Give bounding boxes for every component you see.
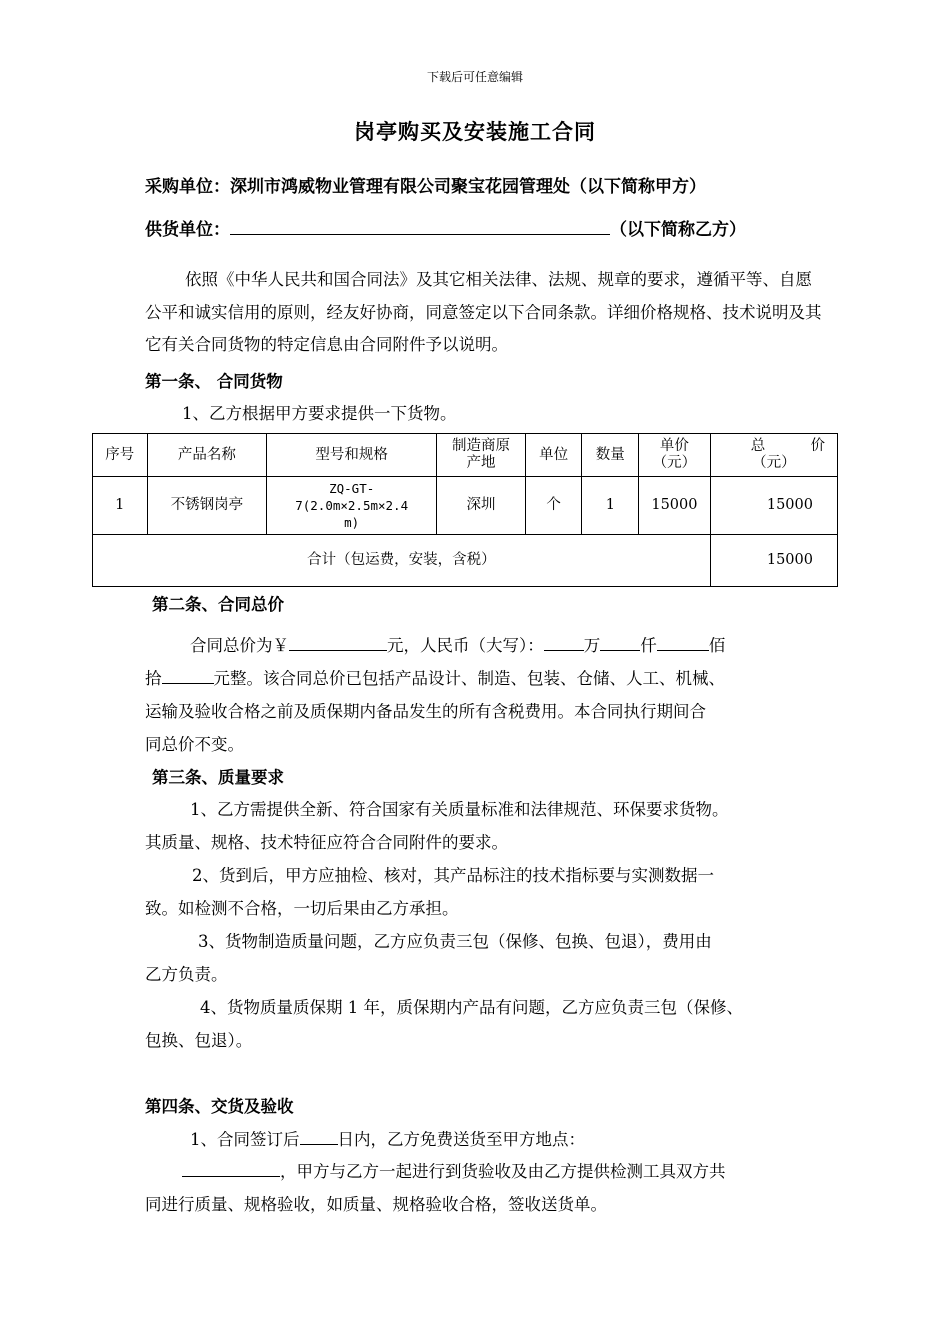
header-total-l2: （元） — [752, 455, 796, 471]
article4-item1d: 同进行质量、规格验收，如质量、规格验收合格，签收送货单。 — [145, 1195, 607, 1214]
header-name: 产品名称 — [147, 434, 267, 477]
article2-line2 — [145, 665, 725, 689]
supplier-label: 供货单位： — [145, 220, 230, 240]
supplier-suffix: （以下简称乙方） — [610, 220, 746, 240]
article3-item1b: 其质量、规格、技术特征应符合合同附件的要求。 — [145, 833, 508, 852]
contract-title: 岗亭购买及安装施工合同 — [354, 119, 596, 144]
header-origin-l1: 制造商原 — [451, 438, 510, 454]
cell-price: 15000 — [639, 477, 711, 535]
table-row — [93, 477, 838, 535]
days-blank[interactable] — [300, 1126, 338, 1145]
cell-seq: 1 — [93, 477, 148, 535]
article3-item1a: 1、乙方需提供全新、符合国家有关质量标准和法律规范、环保要求货物。 — [190, 800, 729, 819]
wan-blank[interactable] — [544, 632, 584, 651]
download-note: 下载后可任意编辑 — [426, 70, 523, 84]
cell-model-l2: 7(2.0m×2.5m×2.4 — [295, 498, 409, 513]
total-price-blank[interactable] — [289, 632, 387, 651]
article4-heading: 第四条、交货及验收 — [145, 1097, 294, 1116]
article4-item1a — [190, 1126, 585, 1150]
sum-value: 15000 — [710, 535, 837, 587]
article3-item4a: 4、货物质量质保期 1 年，质保期内产品有问题，乙方应负责三包（保修、 — [200, 998, 743, 1017]
buyer-value: 深圳市鸿威物业管理有限公司聚宝花园管理处（以下简称甲方） — [230, 177, 706, 197]
intro-paragraph: 依照《中华人民共和国合同法》及其它相关法律、法规、规章的要求，遵循平等、自愿公平和诚实信用的原则，经友好协商，同意签定以下合同条款。详细价格规格、技术说明及其它有关合同货物的特定信息由合同附件予以说明。 — [145, 270, 822, 354]
article3-heading: 第三条、质量要求 — [152, 768, 284, 787]
cell-name: 不锈钢岗亭 — [147, 477, 267, 535]
goods-table — [92, 433, 838, 587]
header-origin-l2: 产地 — [466, 455, 496, 471]
header-total — [710, 434, 837, 477]
cell-origin: 深圳 — [437, 477, 526, 535]
article2-text-e: 佰 — [708, 636, 726, 656]
header-model: 型号和规格 — [267, 434, 437, 477]
article2-heading: 第二条、合同总价 — [152, 595, 284, 614]
article2-text-a: 合同总价为￥ — [190, 636, 289, 656]
article2-text-b: 元，人民币（大写）： — [387, 636, 544, 656]
cell-qty: 1 — [582, 477, 639, 535]
buyer-line — [145, 172, 706, 197]
supplier-blank[interactable] — [230, 216, 610, 235]
header-total-l1b: 价 — [810, 438, 825, 454]
article4-text-b: 日内，乙方免费送货至甲方地点： — [337, 1130, 585, 1150]
article2-text-f: 拾 — [145, 669, 162, 689]
article2-line3: 运输及验收合格之前及质保期内备品发生的所有含税费用。本合同执行期间合 — [145, 702, 706, 721]
table-sum-row — [93, 535, 838, 587]
header-qty: 数量 — [582, 434, 639, 477]
article3-item2b: 致。如检测不合格，一切后果由乙方承担。 — [145, 899, 459, 918]
article3-item4b: 包换、包退）。 — [145, 1031, 253, 1050]
article1-item1: 1、乙方根据甲方要求提供一下货物。 — [182, 404, 457, 423]
header-seq: 序号 — [93, 434, 148, 477]
article2-line4: 同总价不变。 — [145, 735, 244, 754]
table-header-row — [93, 434, 838, 477]
article3-item3b: 乙方负责。 — [145, 965, 228, 984]
article2-text-c: 万 — [583, 636, 601, 656]
header-unit: 单位 — [525, 434, 582, 477]
qian-blank[interactable] — [600, 632, 640, 651]
article3-item2a: 2、货到后，甲方应抽检、核对，其产品标注的技术指标要与实测数据一 — [192, 866, 714, 885]
location-blank[interactable] — [182, 1158, 280, 1177]
article1-heading: 第一条、 合同货物 — [145, 372, 283, 391]
header-price — [639, 434, 711, 477]
cell-total: 15000 — [710, 477, 837, 535]
cell-unit: 个 — [525, 477, 582, 535]
supplier-line — [145, 215, 746, 240]
article4-text-c: ，甲方与乙方一起进行到货验收及由乙方提供检测工具双方共 — [280, 1162, 726, 1182]
article2-text-g: 元整。该合同总价已包括产品设计、制造、包装、仓储、人工、机械、 — [213, 669, 725, 689]
header-price-l1: 单价 — [659, 438, 689, 454]
article3-item3a: 3、货物制造质量问题，乙方应负责三包（保修、包换、包退），费用由 — [198, 932, 712, 951]
cell-model — [267, 477, 437, 535]
header-price-l2: （元） — [652, 455, 697, 471]
buyer-label: 采购单位： — [145, 177, 230, 197]
cell-model-l3: m) — [344, 515, 360, 530]
sum-label: 合计（包运费，安装，含税） — [93, 535, 711, 587]
header-total-l1a: 总 — [750, 438, 766, 454]
article4-text-a: 1、合同签订后 — [190, 1130, 300, 1150]
cell-model-l1: ZQ-GT- — [329, 481, 375, 496]
header-origin — [437, 434, 526, 477]
bai-blank[interactable] — [657, 632, 709, 651]
article4-item1c — [182, 1158, 726, 1182]
shi-blank[interactable] — [162, 665, 214, 684]
article2-line1 — [190, 632, 725, 656]
article2-text-d: 仟 — [640, 636, 657, 656]
